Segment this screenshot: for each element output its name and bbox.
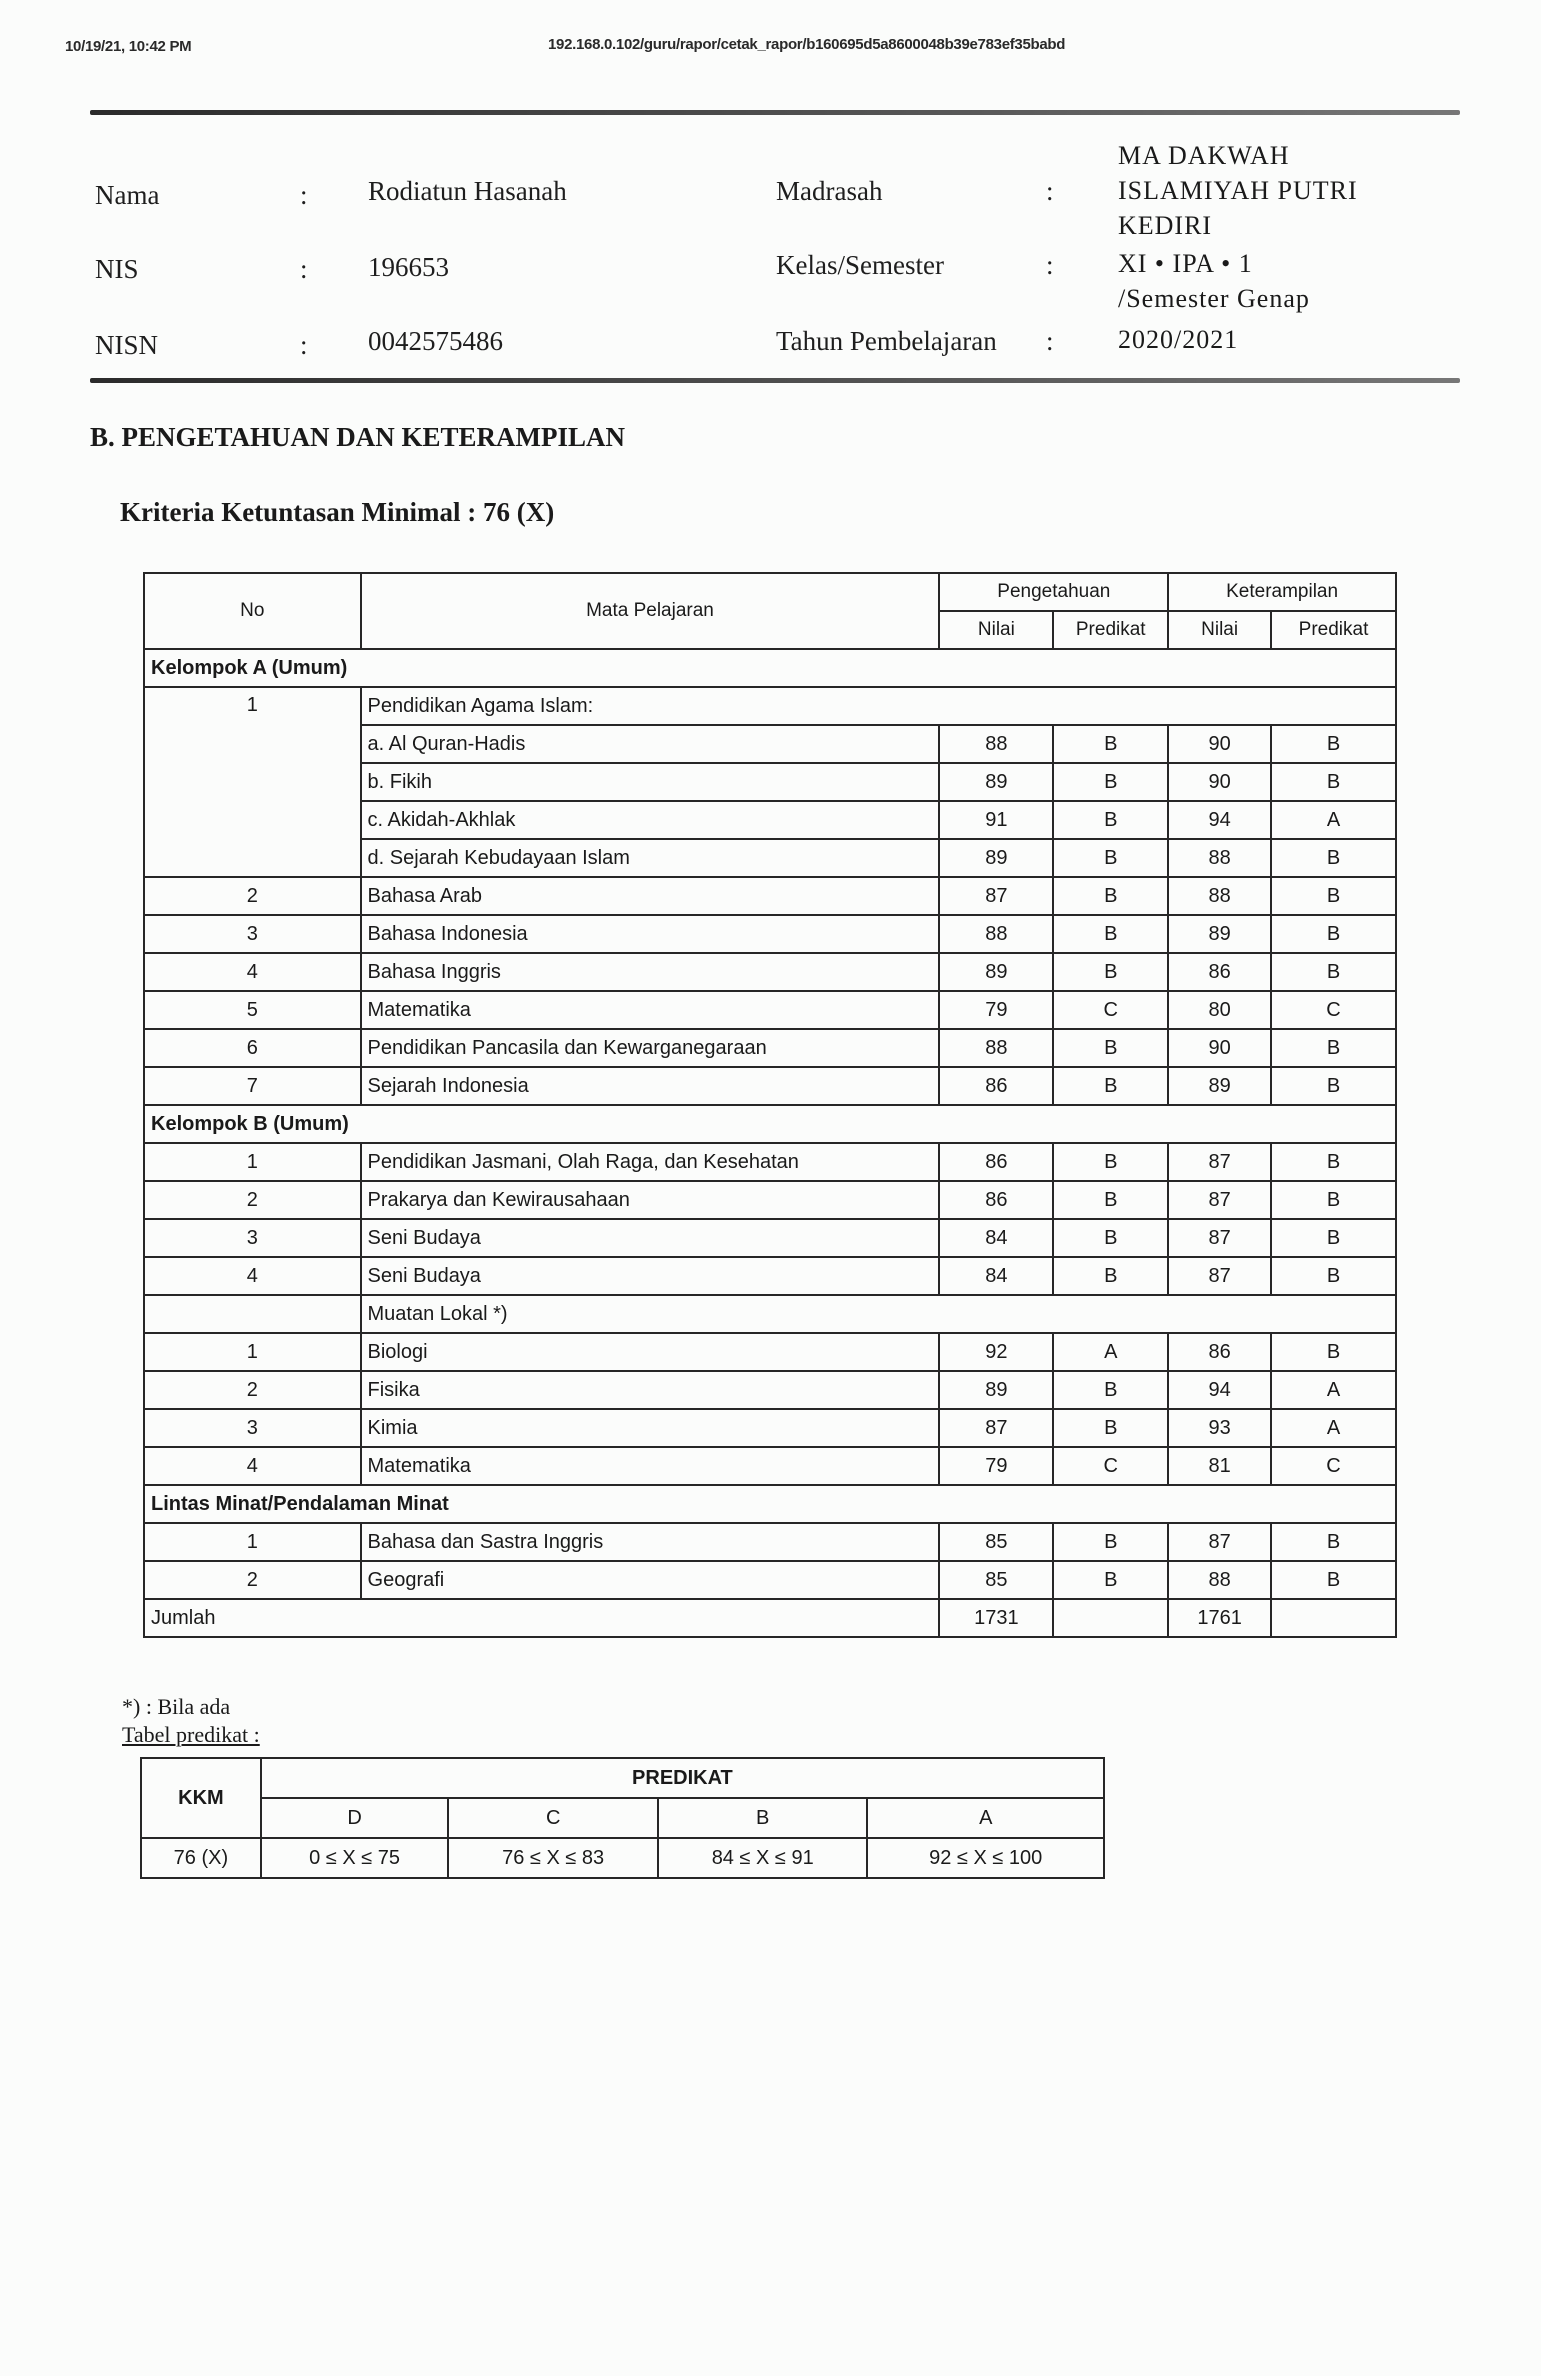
table-row-pai xyxy=(144,687,1396,725)
keterampilan-nilai: 89 xyxy=(1168,1067,1271,1105)
pengetahuan-predikat: B xyxy=(1053,1257,1168,1295)
pengetahuan-nilai: 79 xyxy=(939,991,1053,1029)
pengetahuan-predikat: B xyxy=(1053,725,1168,763)
keterampilan-predikat: A xyxy=(1271,1371,1396,1409)
tahun-colon: : xyxy=(1046,326,1054,356)
row-no: 6 xyxy=(144,1029,361,1067)
keterampilan-predikat: B xyxy=(1271,1143,1396,1181)
pengetahuan-predikat: B xyxy=(1053,1143,1168,1181)
header-keterampilan: Keterampilan xyxy=(1168,573,1396,611)
keterampilan-nilai: 88 xyxy=(1168,839,1271,877)
table-row xyxy=(144,1143,1396,1181)
pengetahuan-predikat: B xyxy=(1053,1561,1168,1599)
grades-table xyxy=(143,572,1397,1638)
nisn-colon: : xyxy=(300,330,308,360)
pengetahuan-predikat: B xyxy=(1053,1029,1168,1067)
nis-label: NIS xyxy=(95,254,139,284)
range-a: 92 ≤ X ≤ 100 xyxy=(867,1838,1104,1878)
row-no: 2 xyxy=(144,1561,361,1599)
keterampilan-predikat: B xyxy=(1271,1067,1396,1105)
pengetahuan-predikat: B xyxy=(1053,1371,1168,1409)
pengetahuan-nilai: 89 xyxy=(939,1371,1053,1409)
pengetahuan-nilai: 85 xyxy=(939,1523,1053,1561)
pengetahuan-predikat: B xyxy=(1053,1523,1168,1561)
muatan-lokal-row xyxy=(144,1295,1396,1333)
table-row xyxy=(144,1257,1396,1295)
row-subject: Kimia xyxy=(361,1409,940,1447)
header-subject: Mata Pelajaran xyxy=(361,573,940,649)
kkm-title: Kriteria Ketuntasan Minimal : 76 (X) xyxy=(120,497,555,527)
keterampilan-predikat: A xyxy=(1271,1409,1396,1447)
row-no: 2 xyxy=(144,877,361,915)
keterampilan-nilai: 80 xyxy=(1168,991,1271,1029)
row-subject: Bahasa Inggris xyxy=(361,953,940,991)
row-no: 7 xyxy=(144,1067,361,1105)
keterampilan-nilai: 86 xyxy=(1168,1333,1271,1371)
row-subject: Seni Budaya xyxy=(361,1219,940,1257)
pengetahuan-predikat: B xyxy=(1053,839,1168,877)
keterampilan-predikat: B xyxy=(1271,1029,1396,1067)
keterampilan-nilai: 90 xyxy=(1168,1029,1271,1067)
row-no: 4 xyxy=(144,953,361,991)
nis-value: 196653 xyxy=(368,252,449,282)
range-b: 84 ≤ X ≤ 91 xyxy=(658,1838,868,1878)
row-subject: Matematika xyxy=(361,1447,940,1485)
keterampilan-nilai: 86 xyxy=(1168,953,1271,991)
keterampilan-predikat: B xyxy=(1271,839,1396,877)
row-subject: b. Fikih xyxy=(361,763,940,801)
pengetahuan-nilai: 88 xyxy=(939,725,1053,763)
pengetahuan-nilai: 87 xyxy=(939,1409,1053,1447)
row-no: 3 xyxy=(144,915,361,953)
pengetahuan-predikat: C xyxy=(1053,991,1168,1029)
kelas-value xyxy=(1118,246,1310,316)
row-no: 2 xyxy=(144,1181,361,1219)
table-row xyxy=(144,1523,1396,1561)
table-row xyxy=(144,1371,1396,1409)
nisn-value: 0042575486 xyxy=(368,326,503,356)
madrasah-line: KEDIRI xyxy=(1118,211,1213,240)
table-row xyxy=(144,915,1396,953)
total-label: Jumlah xyxy=(144,1599,939,1637)
keterampilan-nilai: 87 xyxy=(1168,1257,1271,1295)
range-d: 0 ≤ X ≤ 75 xyxy=(261,1838,449,1878)
predikat-header: PREDIKAT xyxy=(261,1758,1104,1798)
name-label: Nama xyxy=(95,180,160,210)
row-subject: Fisika xyxy=(361,1371,940,1409)
group-a-label: Kelompok A (Umum) xyxy=(144,649,1396,687)
row-subject: Bahasa dan Sastra Inggris xyxy=(361,1523,940,1561)
group-a xyxy=(144,649,1396,687)
total-row xyxy=(144,1599,1396,1637)
keterampilan-nilai: 87 xyxy=(1168,1181,1271,1219)
pengetahuan-predikat: C xyxy=(1053,1447,1168,1485)
row-subject: Pendidikan Jasmani, Olah Raga, dan Kesehatan xyxy=(361,1143,940,1181)
keterampilan-predikat: A xyxy=(1271,801,1396,839)
row-no: 4 xyxy=(144,1447,361,1485)
predikat-table-caption: Tabel predikat : xyxy=(122,1722,260,1747)
pengetahuan-predikat: B xyxy=(1053,953,1168,991)
keterampilan-predikat: B xyxy=(1271,725,1396,763)
row-no: 1 xyxy=(144,1143,361,1181)
grade-b: B xyxy=(658,1798,868,1838)
pengetahuan-nilai: 84 xyxy=(939,1219,1053,1257)
pengetahuan-nilai: 79 xyxy=(939,1447,1053,1485)
row-subject: Sejarah Indonesia xyxy=(361,1067,940,1105)
table-row xyxy=(144,953,1396,991)
keterampilan-nilai: 87 xyxy=(1168,1143,1271,1181)
keterampilan-nilai: 94 xyxy=(1168,801,1271,839)
keterampilan-nilai: 89 xyxy=(1168,915,1271,953)
kelas-label: Kelas/Semester xyxy=(776,250,944,280)
pengetahuan-nilai: 85 xyxy=(939,1561,1053,1599)
keterampilan-predikat: B xyxy=(1271,1257,1396,1295)
kkm-value: 76 (X) xyxy=(141,1838,261,1878)
kelas-colon: : xyxy=(1046,250,1054,280)
kelas-line: /Semester Genap xyxy=(1118,284,1310,313)
keterampilan-predikat: B xyxy=(1271,915,1396,953)
pengetahuan-nilai: 89 xyxy=(939,839,1053,877)
pengetahuan-predikat: B xyxy=(1053,1409,1168,1447)
row-subject: Prakarya dan Kewirausahaan xyxy=(361,1181,940,1219)
madrasah-line: MA DAKWAH xyxy=(1118,141,1290,170)
pengetahuan-predikat: B xyxy=(1053,763,1168,801)
header-no: No xyxy=(144,573,361,649)
group-b xyxy=(144,1105,1396,1143)
row-subject: Bahasa Indonesia xyxy=(361,915,940,953)
keterampilan-nilai: 94 xyxy=(1168,1371,1271,1409)
row-no: 2 xyxy=(144,1371,361,1409)
table-row xyxy=(144,1219,1396,1257)
pengetahuan-nilai: 86 xyxy=(939,1067,1053,1105)
keterampilan-predikat: B xyxy=(1271,953,1396,991)
pengetahuan-predikat: B xyxy=(1053,1067,1168,1105)
row-no: 3 xyxy=(144,1409,361,1447)
row-subject: Biologi xyxy=(361,1333,940,1371)
name-colon: : xyxy=(300,180,308,210)
total-k-predikat-empty xyxy=(1271,1599,1396,1637)
row-subject: a. Al Quran-Hadis xyxy=(361,725,940,763)
row-subject: Matematika xyxy=(361,991,940,1029)
tahun-label: Tahun Pembelajaran xyxy=(776,326,997,356)
keterampilan-predikat: B xyxy=(1271,877,1396,915)
pengetahuan-nilai: 92 xyxy=(939,1333,1053,1371)
row-no-empty xyxy=(144,1295,361,1333)
keterampilan-nilai: 90 xyxy=(1168,763,1271,801)
keterampilan-predikat: B xyxy=(1271,1333,1396,1371)
pengetahuan-predikat: B xyxy=(1053,915,1168,953)
madrasah-colon: : xyxy=(1046,176,1054,206)
table-row xyxy=(144,1181,1396,1219)
table-row xyxy=(144,877,1396,915)
section-title: B. PENGETAHUAN DAN KETERAMPILAN xyxy=(90,422,626,452)
pengetahuan-predikat: A xyxy=(1053,1333,1168,1371)
pengetahuan-nilai: 88 xyxy=(939,1029,1053,1067)
row-subject: d. Sejarah Kebudayaan Islam xyxy=(361,839,940,877)
row-subject: Pendidikan Pancasila dan Kewarganegaraan xyxy=(361,1029,940,1067)
header-p-nilai: Nilai xyxy=(939,611,1053,649)
group-lintas xyxy=(144,1485,1396,1523)
row-subject: Bahasa Arab xyxy=(361,877,940,915)
keterampilan-predikat: C xyxy=(1271,1447,1396,1485)
pengetahuan-predikat: B xyxy=(1053,1181,1168,1219)
row-subject: Pendidikan Agama Islam: xyxy=(361,687,1396,725)
table-row xyxy=(144,1447,1396,1485)
pengetahuan-predikat: B xyxy=(1053,877,1168,915)
table-row xyxy=(144,1333,1396,1371)
header-pengetahuan: Pengetahuan xyxy=(939,573,1168,611)
student-name: Rodiatun Hasanah xyxy=(368,176,567,206)
keterampilan-nilai: 81 xyxy=(1168,1447,1271,1485)
print-datetime: 10/19/21, 10:42 PM xyxy=(65,38,192,55)
row-no: 5 xyxy=(144,991,361,1029)
row-no: 4 xyxy=(144,1257,361,1295)
tahun-value: 2020/2021 xyxy=(1118,325,1239,354)
nis-colon: : xyxy=(300,254,308,284)
keterampilan-nilai: 90 xyxy=(1168,725,1271,763)
predikat-table xyxy=(140,1757,1105,1879)
table-row xyxy=(144,991,1396,1029)
table-row xyxy=(144,1029,1396,1067)
pengetahuan-nilai: 88 xyxy=(939,915,1053,953)
keterampilan-nilai: 88 xyxy=(1168,1561,1271,1599)
keterampilan-predikat: B xyxy=(1271,1181,1396,1219)
keterampilan-predikat: B xyxy=(1271,1219,1396,1257)
group-b-label: Kelompok B (Umum) xyxy=(144,1105,1396,1143)
range-c: 76 ≤ X ≤ 83 xyxy=(448,1838,658,1878)
madrasah-line: ISLAMIYAH PUTRI xyxy=(1118,176,1358,205)
pengetahuan-nilai: 91 xyxy=(939,801,1053,839)
row-no: 1 xyxy=(144,1333,361,1371)
header-k-nilai: Nilai xyxy=(1168,611,1271,649)
keterampilan-nilai: 87 xyxy=(1168,1523,1271,1561)
table-row xyxy=(144,1067,1396,1105)
pengetahuan-predikat: B xyxy=(1053,801,1168,839)
total-pengetahuan: 1731 xyxy=(939,1599,1053,1637)
pengetahuan-nilai: 87 xyxy=(939,877,1053,915)
madrasah-value xyxy=(1118,138,1358,243)
keterampilan-predikat: B xyxy=(1271,1523,1396,1561)
madrasah-label: Madrasah xyxy=(776,176,883,206)
keterampilan-predikat: C xyxy=(1271,991,1396,1029)
footnote: *) : Bila ada xyxy=(122,1694,231,1719)
grade-a: A xyxy=(867,1798,1104,1838)
total-p-predikat-empty xyxy=(1053,1599,1168,1637)
row-subject: Geografi xyxy=(361,1561,940,1599)
kkm-header: KKM xyxy=(141,1758,261,1838)
pengetahuan-predikat: B xyxy=(1053,1219,1168,1257)
top-divider xyxy=(90,110,1460,115)
row-subject: Seni Budaya xyxy=(361,1257,940,1295)
grade-d: D xyxy=(261,1798,449,1838)
row-no: 3 xyxy=(144,1219,361,1257)
grade-c: C xyxy=(448,1798,658,1838)
row-no: 1 xyxy=(144,687,361,877)
nisn-label: NISN xyxy=(95,330,159,360)
keterampilan-nilai: 87 xyxy=(1168,1219,1271,1257)
pengetahuan-nilai: 86 xyxy=(939,1143,1053,1181)
table-row xyxy=(144,1409,1396,1447)
total-keterampilan: 1761 xyxy=(1168,1599,1271,1637)
kelas-line: XI • IPA • 1 xyxy=(1118,249,1253,278)
keterampilan-nilai: 93 xyxy=(1168,1409,1271,1447)
keterampilan-nilai: 88 xyxy=(1168,877,1271,915)
row-no: 1 xyxy=(144,1523,361,1561)
pengetahuan-nilai: 86 xyxy=(939,1181,1053,1219)
table-row xyxy=(144,1561,1396,1599)
group-lintas-label: Lintas Minat/Pendalaman Minat xyxy=(144,1485,1396,1523)
row-subject: c. Akidah-Akhlak xyxy=(361,801,940,839)
keterampilan-predikat: B xyxy=(1271,1561,1396,1599)
bottom-divider xyxy=(90,378,1460,383)
print-url: 192.168.0.102/guru/rapor/cetak_rapor/b160695d5a8600048b39e783ef35babd xyxy=(548,36,1066,53)
header-k-predikat: Predikat xyxy=(1271,611,1396,649)
pengetahuan-nilai: 89 xyxy=(939,763,1053,801)
pengetahuan-nilai: 89 xyxy=(939,953,1053,991)
pengetahuan-nilai: 84 xyxy=(939,1257,1053,1295)
keterampilan-predikat: B xyxy=(1271,763,1396,801)
header-p-predikat: Predikat xyxy=(1053,611,1168,649)
muatan-lokal-label: Muatan Lokal *) xyxy=(361,1295,1396,1333)
